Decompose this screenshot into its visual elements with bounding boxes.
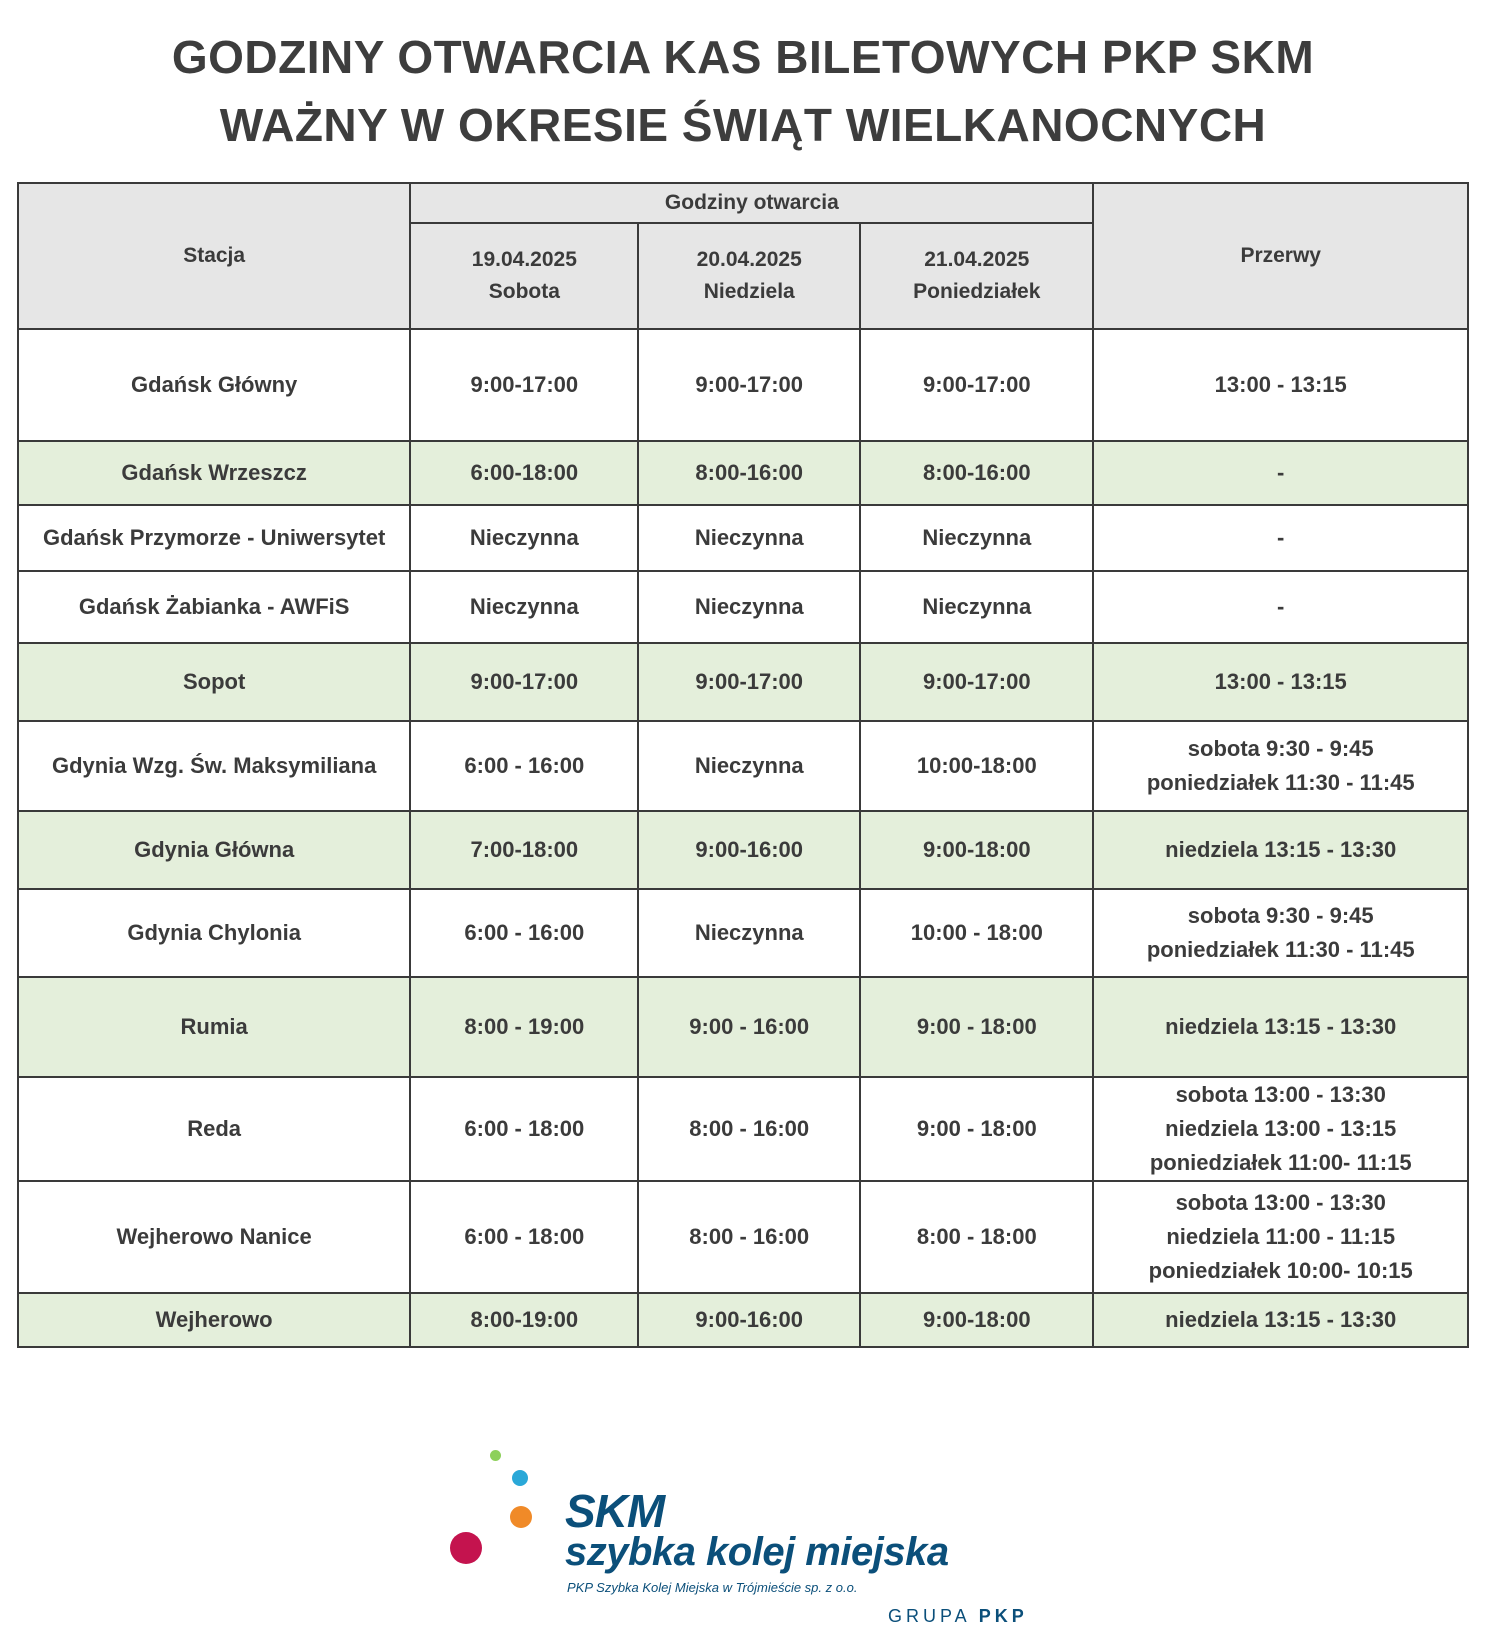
break-line: poniedziałek 11:30 - 11:45 xyxy=(1146,937,1415,962)
breaks-cell xyxy=(1093,1077,1468,1181)
logo-dot-green-icon xyxy=(490,1450,501,1461)
station-cell: Wejherowo xyxy=(18,1293,410,1347)
breaks-cell xyxy=(1093,1181,1468,1293)
station-cell: Gdańsk Główny xyxy=(18,329,410,441)
monday-hours-cell: 10:00 - 18:00 xyxy=(860,889,1093,977)
break-line: 13:00 - 13:15 xyxy=(1214,669,1347,694)
saturday-hours-cell: Nieczynna xyxy=(410,571,638,643)
breaks-cell xyxy=(1093,889,1468,977)
break-line: - xyxy=(1277,594,1285,619)
station-header: Stacja xyxy=(18,183,410,329)
saturday-hours-cell: 6:00 - 16:00 xyxy=(410,721,638,811)
monday-hours-cell: 9:00 - 18:00 xyxy=(860,1077,1093,1181)
logo-dot-red-icon xyxy=(450,1532,482,1564)
table-body xyxy=(18,329,1468,1347)
opening-hours-table xyxy=(17,182,1469,1348)
table-row xyxy=(18,811,1468,889)
breaks-cell xyxy=(1093,505,1468,571)
opening-hours-header: Godziny otwarcia xyxy=(410,183,1093,223)
saturday-hours-cell: 9:00-17:00 xyxy=(410,643,638,721)
day-header-saturday xyxy=(410,223,638,329)
page-title-line-1: GODZINY OTWARCIA KAS BILETOWYCH PKP SKM xyxy=(171,31,1315,83)
breaks-cell xyxy=(1093,643,1468,721)
break-line: niedziela 13:00 - 13:15 xyxy=(1165,1116,1397,1141)
table-row xyxy=(18,889,1468,977)
break-line: poniedziałek 11:00- 11:15 xyxy=(1149,1150,1412,1175)
table-row xyxy=(18,977,1468,1077)
station-cell: Gdynia Chylonia xyxy=(18,889,410,977)
table-row xyxy=(18,1181,1468,1293)
sunday-hours-cell: 8:00-16:00 xyxy=(638,441,860,505)
monday-hours-cell: 9:00-17:00 xyxy=(860,329,1093,441)
saturday-hours-cell: 8:00-19:00 xyxy=(410,1293,638,1347)
logo-company-name: PKP Szybka Kolej Miejska w Trójmieście sp. z o.o. xyxy=(567,1580,858,1595)
station-cell: Sopot xyxy=(18,643,410,721)
break-line: sobota 13:00 - 13:30 xyxy=(1175,1082,1386,1107)
sunday-hours-cell: 9:00-17:00 xyxy=(638,329,860,441)
monday-hours-cell: Nieczynna xyxy=(860,571,1093,643)
saturday-hours-cell: 7:00-18:00 xyxy=(410,811,638,889)
break-line: niedziela 13:15 - 13:30 xyxy=(1165,1307,1397,1332)
station-cell: Reda xyxy=(18,1077,410,1181)
monday-hours-cell: 9:00 - 18:00 xyxy=(860,977,1093,1077)
breaks-cell xyxy=(1093,811,1468,889)
logo-group xyxy=(888,1606,1028,1627)
break-line: sobota 9:30 - 9:45 xyxy=(1187,903,1374,928)
table-row xyxy=(18,505,1468,571)
break-line: niedziela 11:00 - 11:15 xyxy=(1166,1224,1396,1249)
station-cell: Gdynia Główna xyxy=(18,811,410,889)
logo-group-brand: PKP xyxy=(978,1606,1028,1626)
monday-hours-cell: 10:00-18:00 xyxy=(860,721,1093,811)
table-row xyxy=(18,441,1468,505)
sunday-hours-cell: 9:00 - 16:00 xyxy=(638,977,860,1077)
skm-logo xyxy=(440,1450,1040,1630)
saturday-hours-cell: 9:00-17:00 xyxy=(410,329,638,441)
table-row xyxy=(18,1293,1468,1347)
breaks-cell xyxy=(1093,721,1468,811)
station-cell: Gdynia Wzg. Św. Maksymiliana xyxy=(18,721,410,811)
monday-hours-cell: 8:00-16:00 xyxy=(860,441,1093,505)
break-line: poniedziałek 10:00- 10:15 xyxy=(1148,1258,1413,1283)
monday-hours-cell: 8:00 - 18:00 xyxy=(860,1181,1093,1293)
day-header-sunday xyxy=(638,223,860,329)
station-cell: Gdańsk Żabianka - AWFiS xyxy=(18,571,410,643)
breaks-cell xyxy=(1093,571,1468,643)
sunday-hours-cell: Nieczynna xyxy=(638,721,860,811)
breaks-cell xyxy=(1093,441,1468,505)
day-name: Poniedziałek xyxy=(913,280,1041,303)
saturday-hours-cell: Nieczynna xyxy=(410,505,638,571)
breaks-cell xyxy=(1093,1293,1468,1347)
break-line: 13:00 - 13:15 xyxy=(1214,372,1347,397)
break-line: poniedziałek 11:30 - 11:45 xyxy=(1146,770,1415,795)
saturday-hours-cell: 6:00 - 16:00 xyxy=(410,889,638,977)
breaks-cell xyxy=(1093,329,1468,441)
station-cell: Rumia xyxy=(18,977,410,1077)
station-cell: Gdańsk Przymorze - Uniwersytet xyxy=(18,505,410,571)
monday-hours-cell: 9:00-18:00 xyxy=(860,811,1093,889)
sunday-hours-cell: Nieczynna xyxy=(638,571,860,643)
break-line: sobota 9:30 - 9:45 xyxy=(1187,736,1374,761)
day-header-monday xyxy=(860,223,1093,329)
sunday-hours-cell: 8:00 - 16:00 xyxy=(638,1181,860,1293)
logo-full-name: szybka kolej miejska xyxy=(565,1530,949,1574)
breaks-cell xyxy=(1093,977,1468,1077)
page-title-line-2: WAŻNY W OKRESIE ŚWIĄT WIELKANOCNYCH xyxy=(219,99,1267,151)
sunday-hours-cell: 8:00 - 16:00 xyxy=(638,1077,860,1181)
break-line: niedziela 13:15 - 13:30 xyxy=(1165,837,1397,862)
logo-dot-blue-icon xyxy=(512,1470,528,1486)
sunday-hours-cell: Nieczynna xyxy=(638,505,860,571)
saturday-hours-cell: 8:00 - 19:00 xyxy=(410,977,638,1077)
sunday-hours-cell: 9:00-16:00 xyxy=(638,811,860,889)
day-name: Niedziela xyxy=(703,280,795,303)
saturday-hours-cell: 6:00-18:00 xyxy=(410,441,638,505)
logo-dot-orange-icon xyxy=(510,1506,532,1528)
table-row xyxy=(18,643,1468,721)
sunday-hours-cell: Nieczynna xyxy=(638,889,860,977)
sunday-hours-cell: 9:00-17:00 xyxy=(638,643,860,721)
break-line: - xyxy=(1277,460,1285,485)
break-line: sobota 13:00 - 13:30 xyxy=(1175,1190,1386,1215)
table-row xyxy=(18,721,1468,811)
day-date: 20.04.2025 xyxy=(696,248,802,271)
table-row xyxy=(18,1077,1468,1181)
table-row xyxy=(18,571,1468,643)
saturday-hours-cell: 6:00 - 18:00 xyxy=(410,1181,638,1293)
station-cell: Gdańsk Wrzeszcz xyxy=(18,441,410,505)
day-name: Sobota xyxy=(488,280,560,303)
logo-group-prefix: GRUPA xyxy=(888,1606,970,1626)
logo-short-name: SKM xyxy=(565,1485,665,1537)
break-line: - xyxy=(1277,525,1285,550)
day-date: 19.04.2025 xyxy=(471,248,577,271)
breaks-header: Przerwy xyxy=(1093,183,1468,329)
saturday-hours-cell: 6:00 - 18:00 xyxy=(410,1077,638,1181)
break-line: niedziela 13:15 - 13:30 xyxy=(1165,1014,1397,1039)
day-date: 21.04.2025 xyxy=(924,248,1030,271)
station-cell: Wejherowo Nanice xyxy=(18,1181,410,1293)
table-row xyxy=(18,329,1468,441)
monday-hours-cell: 9:00-18:00 xyxy=(860,1293,1093,1347)
monday-hours-cell: Nieczynna xyxy=(860,505,1093,571)
sunday-hours-cell: 9:00-16:00 xyxy=(638,1293,860,1347)
monday-hours-cell: 9:00-17:00 xyxy=(860,643,1093,721)
